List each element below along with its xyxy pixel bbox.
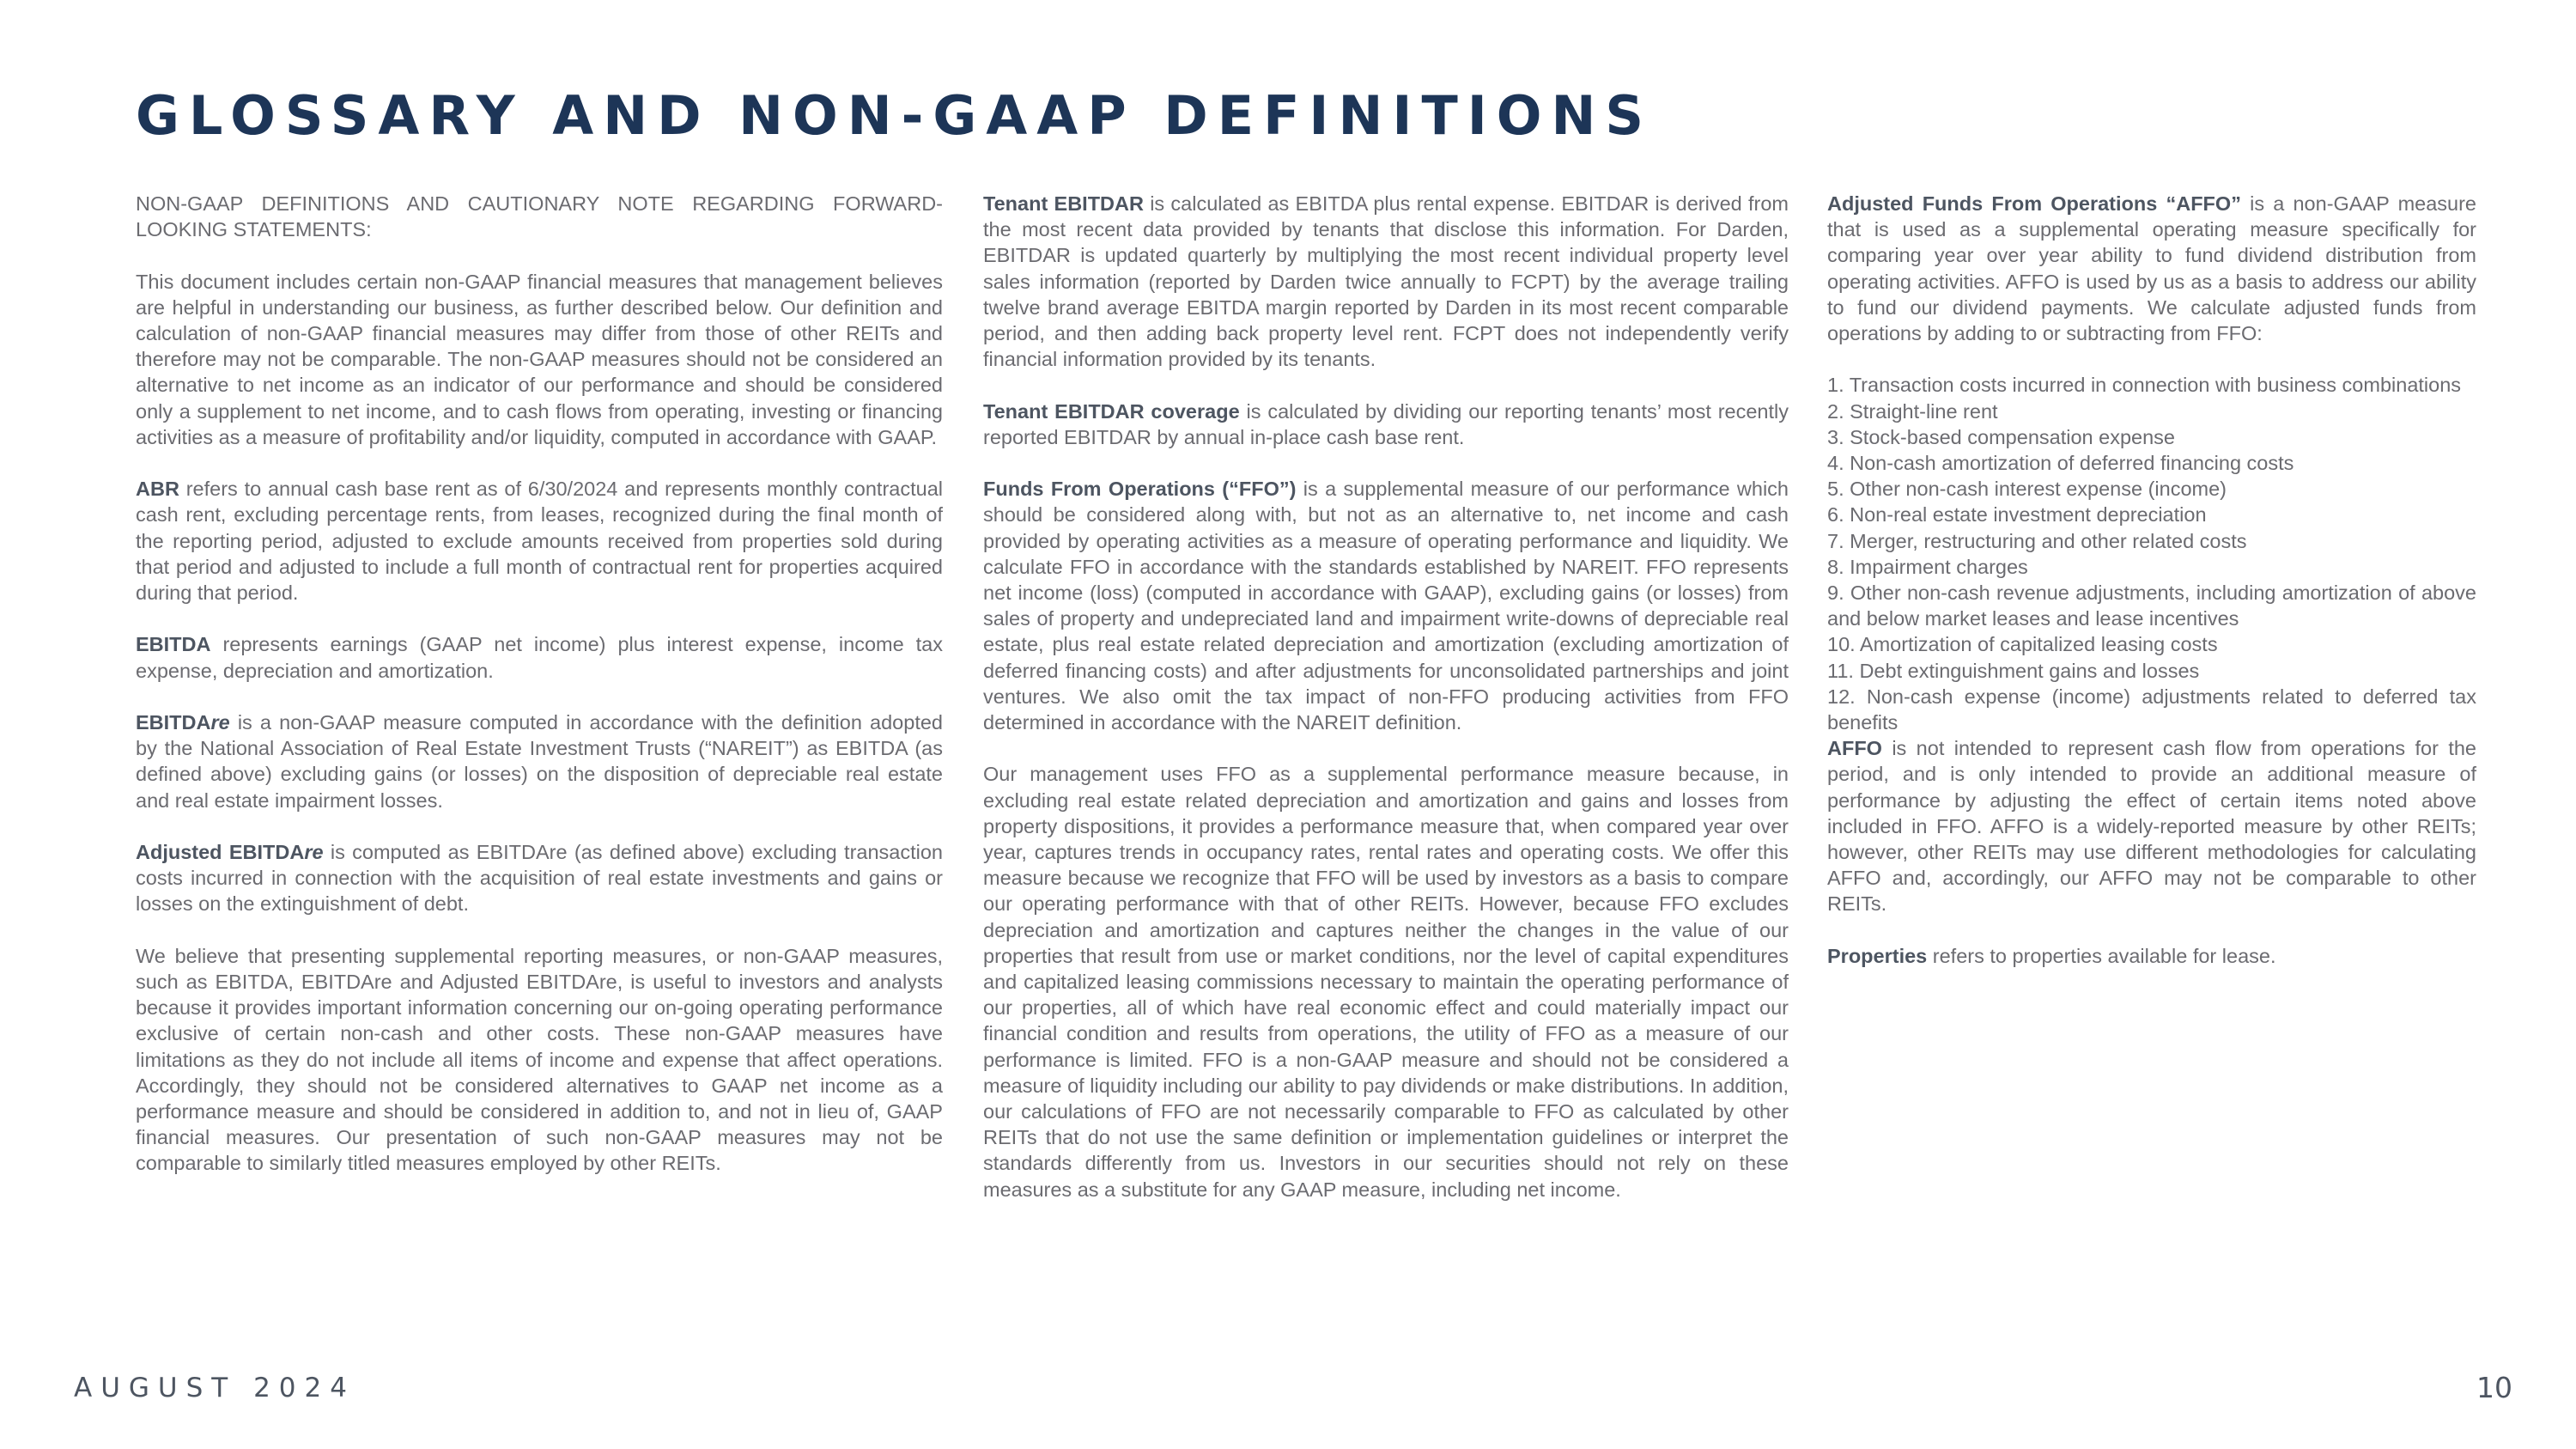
term-tenant-ebitdar: Tenant EBITDAR — [983, 192, 1144, 215]
list-item: 1. Transaction costs incurred in connection with business combinations — [1827, 374, 2462, 397]
definition-adjusted-ebitdare-text: is computed as EBITDAre (as defined above) excluding transaction costs incurred in connection with the acquisition of real estate investments and gains or losses on the extinguishment of debt. — [136, 841, 944, 916]
list-item: 8. Impairment charges — [1827, 555, 2028, 578]
term-tenant-ebitdar-coverage: Tenant EBITDAR coverage — [983, 399, 1240, 423]
definition-properties — [1827, 943, 2476, 969]
term-affo-2: AFFO — [1827, 737, 1882, 760]
definition-ffo-text: is a supplemental measure of our performance which should be considered along with, but not as an alternative to, net income and cash provided by operating activities as a measure of operating performance and liquidity. We calculate FFO in accordance with the standards established by NAREIT. FFO represents net income (loss) (computed in accordance with GAAP), excluding gains (or losses) from sales of property and undepreciated land and impairment write-downs of depreciable real estate, plus real estate related depreciation and amortization (excluding amortization of deferred financing costs) and after adjustments for unconsolidated partnerships and joint ventures. We also omit the tax impact of non-FFO producing activities from FFO determined in accordance with the NAREIT definition. — [983, 478, 1789, 734]
intro-paragraph: This document includes certain non-GAAP financial measures that management believes are helpful in understanding our business, as further described below. Our definition and calculation of non-GAAP financial measures may differ from those of other REITs and therefore may not be comparable. The non-GAAP measures should not be considered an alternative to net income as an indicator of our performance and should be considered only a supplement to net income, and to cash flows from operating, investing or financing activities as a measure of profitability and/or liquidity, computed in accordance with GAAP. — [136, 270, 943, 448]
term-ebitdare — [136, 711, 230, 734]
term-adjusted-ebitdare-suffix: re — [304, 841, 324, 863]
term-ebitda: EBITDA — [136, 633, 211, 656]
list-item: 6. Non-real estate investment depreciation — [1827, 503, 2207, 527]
definition-tenant-ebitdar-coverage-text: is calculated by dividing our reporting tenants’ most recently reported EBITDAR by annual in-place cash base rent. — [983, 399, 1789, 448]
non-gaap-usefulness-paragraph: We believe that presenting supplemental reporting measures, or non-GAAP measures, such as EBITDA, EBITDAre and Adjusted EBITDAre, is useful to investors and analysts because it provides important information concerning our on-going operating performance exclusive of certain non-cash and other costs. These non-GAAP measures have limitations as they do not include all items of income and expense that affect operations. Accordingly, they should not be considered alternatives to GAAP net income as a performance measure and should be considered in addition to, and not in lieu of, GAAP financial measures. Our presentation of such non-GAAP measures may not be comparable to similarly titled measures employed by other REITs. — [136, 944, 943, 1175]
definition-affo-limitations-text: is not intended to represent cash flow from operations for the period, and is only intended to provide an additional measure of performance by adjusting the effect of certain items noted above included in FFO. AFFO is a widely-reported measure by other REITs; however, other REITs may use different methodologies for calculating AFFO and, accordingly, our AFFO may not be comparable to other REITs. — [1827, 737, 2476, 916]
definition-ebitdare-text: is a non-GAAP measure computed in accordance with the definition adopted by the National Association of Real Estate Investment Trusts (“NAREIT”) as EBITDA (as defined above) excluding gains (or losses) on the disposition of depreciable real estate and real estate impairment losses. — [136, 711, 943, 812]
term-ffo: Funds From Operations (“FFO”) — [983, 478, 1297, 501]
list-item: 5. Other non-cash interest expense (income) — [1827, 478, 2227, 501]
definition-affo-limitations — [1827, 735, 2476, 916]
list-item: 3. Stock-based compensation expense — [1827, 425, 2175, 448]
definition-abr-text: refers to annual cash base rent as of 6/30/2024 and represents monthly contractual cash rent, excluding percentage rents, from leases, recognized during the final month of the reporting period, adjusted to exclude amounts received from properties sold during that period and adjusted to include a full month of contractual rent for properties acquired during that period. — [136, 478, 943, 605]
term-ebitdare-suffix: re — [210, 711, 230, 734]
definition-ebitdare — [136, 709, 943, 813]
definition-affo-text: is a non-GAAP measure that is used as a supplemental operating measure specifically for comparing year over year ability to fund dividend distribution from operating activities. AFFO is used by us as a basis to address our ability to fund our dividend payments. We calculate adjusted funds from operations by adding to or subtracting from FFO: — [1827, 192, 2476, 345]
list-item: 10. Amortization of capitalized leasing costs — [1827, 633, 2218, 656]
definition-tenant-ebitdar-text: is calculated as EBITDA plus rental expense. EBITDAR is derived from the most recent data provided by tenants that disclose this information. For Darden, EBITDAR is updated quarterly by multiplying the most recent individual property level sales information (reported by Darden twice annually to FCPT) by the average trailing twelve brand average EBITDA margin reported by Darden in its most recent comparable period, and then adding back property level rent. FCPT does not independently verify financial information provided by its tenants. — [983, 192, 1789, 371]
definition-ebitda-text: represents earnings (GAAP net income) plus interest expense, income tax expense, depreciation and amortization. — [136, 633, 943, 682]
column-left — [136, 191, 943, 1202]
definition-properties-text: refers to properties available for lease. — [1927, 944, 2276, 967]
definition-adjusted-ebitdare — [136, 839, 943, 917]
intro-heading: NON-GAAP DEFINITIONS AND CAUTIONARY NOTE REGARDING FORWARD-LOOKING STATEMENTS: — [136, 192, 943, 241]
column-middle — [983, 191, 1789, 1228]
term-ebitdare-base: EBITDA — [136, 711, 211, 734]
list-item: 7. Merger, restructuring and other related costs — [1827, 529, 2247, 552]
definition-affo — [1827, 191, 2476, 346]
ffo-management-paragraph: Our management uses FFO as a supplemental performance measure because, in excluding real estate related depreciation and amortization and gains and losses from property dispositions, it provides a performance measure that, when compared year over year, captures trends in occupancy rates, rental rates and operating costs. We offer this measure because we recognize that FFO will be used by investors as a basis to compare our operating performance with that of other REITs. However, because FFO excludes depreciation and amortization and captures neither the changes in the value of our properties that result from use or market conditions, nor the level of capital expenditures and capitalized leasing commissions necessary to maintain the operating performance of our properties, all of which have real economic effect and could materially impact our financial condition and results from operations, the utility of FFO as a measure of our performance is limited. FFO is a non-GAAP measure and should not be considered a measure of liquidity including our ability to pay dividends or make distributions. In addition, our calculations of FFO are not necessarily comparable to FFO as calculated by other REITs that do not use the same definition or implementation guidelines or interpret the standards differently from us. Investors in our securities should not rely on these measures as a substitute for any GAAP measure, including net income. — [983, 763, 1789, 1201]
footer-date: AUGUST 2024 — [74, 1373, 355, 1403]
affo-adjustments-list — [1827, 372, 2476, 735]
list-item: 11. Debt extinguishment gains and losses — [1827, 659, 2200, 682]
page-number: 10 — [2476, 1371, 2512, 1404]
page-title: GLOSSARY AND NON-GAAP DEFINITIONS — [136, 84, 1654, 147]
term-affo: Adjusted Funds From Operations “AFFO” — [1827, 192, 2241, 215]
list-item: 2. Straight-line rent — [1827, 399, 1998, 423]
term-adjusted-ebitdare-base: Adjusted EBITDA — [136, 841, 305, 863]
term-properties: Properties — [1827, 944, 1928, 967]
definition-tenant-ebitdar-coverage — [983, 399, 1789, 450]
term-abr: ABR — [136, 478, 179, 501]
list-item: 12. Non-cash expense (income) adjustments related to deferred tax benefits — [1827, 685, 2476, 734]
column-right — [1827, 191, 2476, 995]
list-item: 9. Other non-cash revenue adjustments, including amortization of above and below market leases and lease incentives — [1827, 581, 2476, 630]
list-item: 4. Non-cash amortization of deferred financing costs — [1827, 452, 2294, 475]
definition-tenant-ebitdar — [983, 191, 1789, 372]
definition-abr — [136, 476, 943, 606]
term-adjusted-ebitdare — [136, 841, 324, 863]
definition-ebitda — [136, 631, 943, 683]
definition-ffo — [983, 476, 1789, 735]
